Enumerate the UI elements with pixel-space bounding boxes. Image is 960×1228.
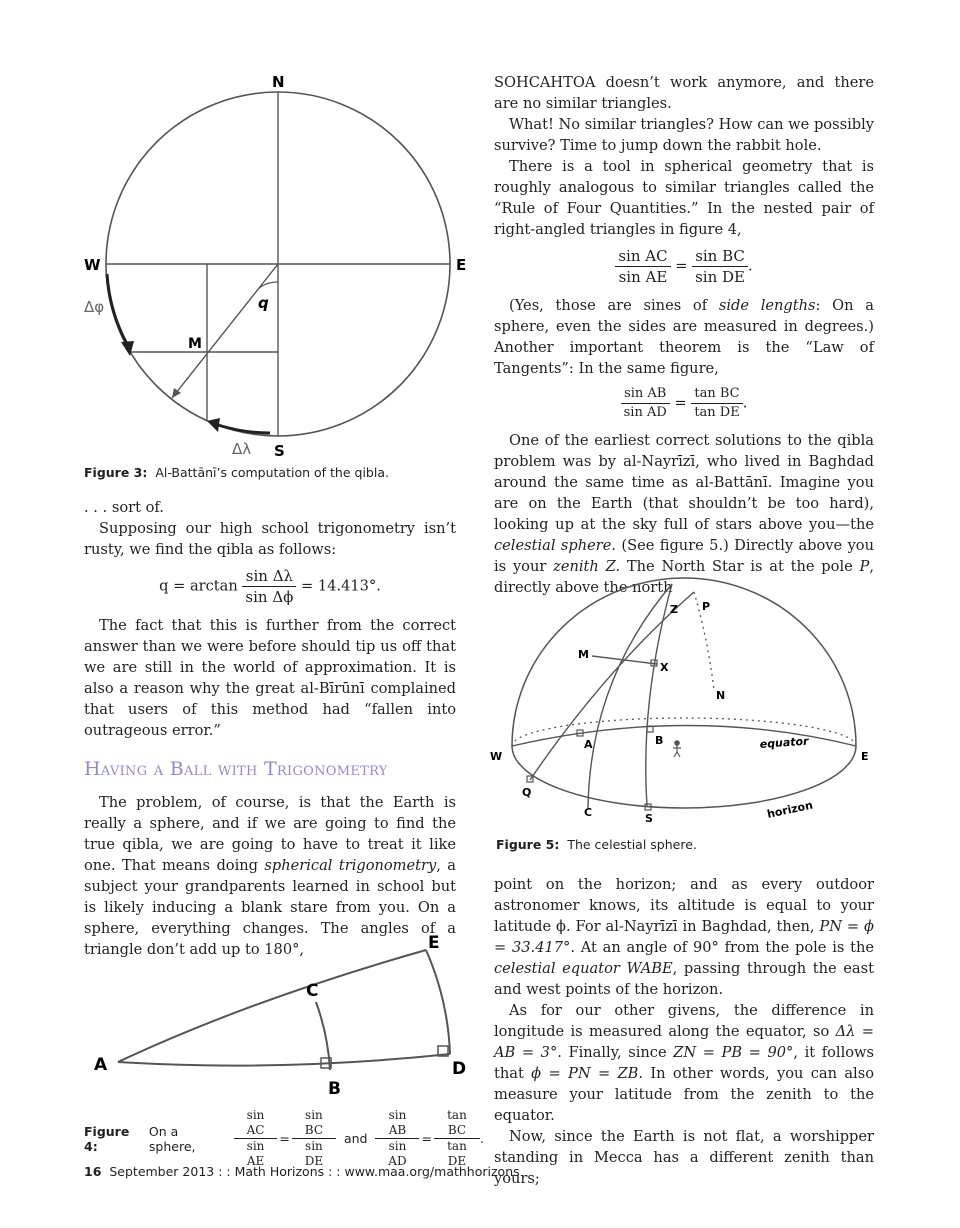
denominator: sin AE <box>618 268 668 286</box>
denominator: sin AE <box>246 1139 265 1168</box>
figure-3-caption-text: Al-Battānī’s computation of the qibla. <box>155 465 389 480</box>
numerator: tan BC <box>691 385 742 404</box>
figure-5-diagram <box>486 572 876 828</box>
label-c: C <box>306 981 319 1001</box>
fraction <box>692 246 748 287</box>
label-equator: equator <box>759 734 809 751</box>
label-d: D <box>452 1059 467 1079</box>
math: PN = ϕ = 33.417° <box>494 918 875 956</box>
numerator: sin AB <box>375 1108 419 1139</box>
meridian-c <box>588 584 672 808</box>
meridian-through-zenith <box>646 584 672 806</box>
fraction <box>234 1108 278 1169</box>
equation-rule-of-four: $\frac{\text{sin AC}}{\text{sin AE}}$ = $\frac{\text{sin BC}}{\text{sin DE}}$ . <box>494 246 874 287</box>
fraction <box>375 1108 419 1169</box>
text: , directly above the north <box>494 558 874 596</box>
label-b: B <box>328 1079 341 1099</box>
numerator: sin BC <box>692 246 748 267</box>
numerator: sin BC <box>292 1108 336 1139</box>
fraction <box>621 385 670 422</box>
fraction <box>691 385 742 422</box>
denominator: sin DE <box>695 268 745 286</box>
text: point on the horizon; and as every outdoor astronomer knows, its altitude is equal to your latitude ϕ. For al-Nayrīzī in Baghdad, then, <box>494 876 874 935</box>
figure-5-caption-text: The celestial sphere. <box>567 837 697 852</box>
text: , passing through the east and west points of the horizon. <box>494 960 874 998</box>
paragraph: The fact that this is further from the correct answer than we were before should tip us off that we are still in the world of approximation. It is also a reason why the great al-Bīrūnī complained that users of this method had “fallen into outrageous error.” <box>84 617 456 739</box>
label-b: B <box>655 734 664 747</box>
dlambda-arc <box>218 425 270 433</box>
figure-5-caption <box>496 837 697 852</box>
label-w: W <box>84 256 101 274</box>
figure-4-caption-text: On a sphere, <box>148 1123 196 1154</box>
text: , a subject your grandparents learned in school but is likely inducing a blank stare from you. On a sphere, everything changes. The angles of a triangle don’t add up to 180°, <box>84 857 456 958</box>
emphasis: celestial sphere. <box>494 537 616 554</box>
fraction <box>615 246 670 287</box>
page-number: 16 <box>84 1164 102 1179</box>
emphasis: spherical trigonometry <box>264 857 437 874</box>
text: The North Star is at the pole <box>620 558 860 575</box>
denominator: sin AD <box>388 1139 407 1168</box>
label-m: M <box>188 336 202 352</box>
numerator: sin AC <box>234 1108 278 1139</box>
section-heading: Having a Ball with Trigonometry <box>84 758 388 780</box>
equation-qibla <box>84 566 456 607</box>
label-e: E <box>428 933 440 953</box>
emphasis: zenith Z. <box>553 558 621 575</box>
text: . In other words, you can also measure your latitude from the zenith to the equator. <box>494 1065 874 1124</box>
text: (Yes, those are sines of <box>509 297 719 314</box>
text: . Finally, since <box>557 1044 674 1061</box>
text: The problem, of course, is that the Earth is really a sphere, and if we are going to find the true qibla, we are going to have to treat it like one. That means doing <box>84 794 456 874</box>
right-column-bottom <box>494 874 874 1189</box>
fraction <box>242 566 296 607</box>
label-x: X <box>660 661 669 674</box>
numerator: sin AB <box>621 385 670 404</box>
denominator: sin DE <box>304 1139 324 1168</box>
label-n: N <box>716 689 726 702</box>
figure-4-caption-label: Figure 4: <box>84 1123 130 1154</box>
math: Δλ = AB = 3° <box>494 1023 874 1061</box>
label-dphi: Δφ <box>84 298 105 316</box>
label-s: S <box>645 812 653 825</box>
text: : On a sphere, even the sides are measured in degrees.) Another important theorem is the “Law of Tangents”: In the same figure, <box>494 297 874 377</box>
emphasis: side lengths <box>718 297 816 314</box>
text: As for our other givens, the difference in longitude is measured along the equator, so <box>494 1002 874 1040</box>
label-q: Q <box>522 786 532 799</box>
label-m: M <box>578 648 589 661</box>
text: , it follows that <box>494 1044 874 1082</box>
emphasis: celestial equator WABE <box>494 960 673 977</box>
label-w: W <box>490 750 503 763</box>
arc-cb <box>316 1002 330 1070</box>
label-s: S <box>274 442 285 460</box>
emphasis: P <box>859 558 870 575</box>
dlambda-arrowhead <box>207 418 220 432</box>
label-a: A <box>584 738 593 751</box>
denominator: sin Δϕ <box>245 588 294 606</box>
figure-3-diagram <box>78 68 478 462</box>
observer-figure <box>673 741 681 757</box>
page-footer <box>84 1164 520 1179</box>
label-e: E <box>456 256 467 274</box>
left-column <box>84 497 456 960</box>
math: ϕ = PN = ZB <box>531 1065 639 1082</box>
figure-4-caption: Figure 4: On a sphere, $\frac{\text{sin AC}}{\text{sin AE}}$ = $\frac{\text{sin BC}}{\text{sin DE}}$ and $\frac{\text{sin AB}}{\text{sin AD}}$ = $\frac{\text{tan BC}}{\text{tan DE}}$ . <box>84 1108 484 1168</box>
label-a: A <box>94 1055 108 1075</box>
paragraph: Supposing our high school trigonometry isn’t rusty, we find the qibla as follows: <box>84 520 456 558</box>
paragraph <box>494 295 874 379</box>
figure-3-caption <box>84 465 389 480</box>
footer-text: September 2013 : : Math Horizons : : www.maa.org/mathhorizons <box>109 1164 520 1179</box>
fraction <box>292 1108 336 1169</box>
numerator: sin Δλ <box>242 566 296 587</box>
label-p: P <box>702 600 711 613</box>
label-q: q <box>258 294 269 312</box>
math: ZN = PB = 90° <box>673 1044 794 1061</box>
qibla-arrowhead <box>172 388 181 398</box>
text: (See figure 5.) Directly above you is your <box>494 537 874 575</box>
arc-ad <box>118 1054 450 1066</box>
equation-lhs: q = arctan <box>159 577 238 595</box>
paragraph: What! No similar triangles? How can we possibly survive? Time to jump down the rabbit hole. <box>494 116 874 154</box>
label-horizon: horizon <box>765 798 814 821</box>
label-n: N <box>272 73 285 91</box>
figure-3-caption-label: Figure 3: <box>84 465 148 480</box>
denominator: tan DE <box>694 405 740 420</box>
right-column-top <box>494 72 874 598</box>
numerator: sin AC <box>615 246 670 267</box>
dphi-arc <box>107 274 128 346</box>
qibla-line <box>172 264 278 398</box>
arc-ae <box>118 950 426 1062</box>
numerator: tan BC <box>434 1108 480 1139</box>
label-z: Z <box>670 603 678 616</box>
paragraph <box>494 1000 874 1126</box>
denominator: tan DE <box>447 1139 467 1168</box>
mx-line <box>592 656 657 664</box>
text: . At an angle of 90° from the pole is the <box>570 939 875 956</box>
paragraph <box>494 874 874 1000</box>
label-dlambda: Δλ <box>232 440 252 458</box>
paragraph: There is a tool in spherical geometry that is roughly analogous to similar triangles called the “Rule of Four Quantities.” In the nested pair of right-angled triangles in figure 4, <box>494 158 874 238</box>
fraction <box>434 1108 480 1169</box>
dome-outline <box>512 578 856 746</box>
figure-5-caption-label: Figure 5: <box>496 837 560 852</box>
paragraph: Now, since the Earth is not flat, a worshipper standing in Mecca has a different zenith than yours; <box>494 1128 874 1187</box>
text: One of the earliest correct solutions to the qibla problem was by al-Nayrīzī, who lived in Baghdad around the same time as al-Battānī. Imagine you are on the Earth (that shouldn’t be too hard), looking up at the sky full of stars above you—the <box>494 432 874 533</box>
caption-and: and <box>343 1131 368 1146</box>
equation-law-of-tangents: $\frac{\text{sin AB}}{\text{sin AD}}$ = $\frac{\text{tan BC}}{\text{tan DE}}$ . <box>494 385 874 422</box>
horizon-front <box>512 746 856 808</box>
label-e: E <box>861 750 869 763</box>
figure-4-diagram <box>90 930 470 1100</box>
denominator: sin AD <box>623 405 667 420</box>
paragraph: . . . sort of. <box>84 499 164 516</box>
great-circle-q <box>530 592 694 780</box>
paragraph: SOHCAHTOA doesn’t work anymore, and there are no similar triangles. <box>494 74 874 112</box>
label-c: C <box>584 806 593 819</box>
equation-rhs: = 14.413°. <box>301 577 381 595</box>
arc-ed <box>426 950 450 1054</box>
